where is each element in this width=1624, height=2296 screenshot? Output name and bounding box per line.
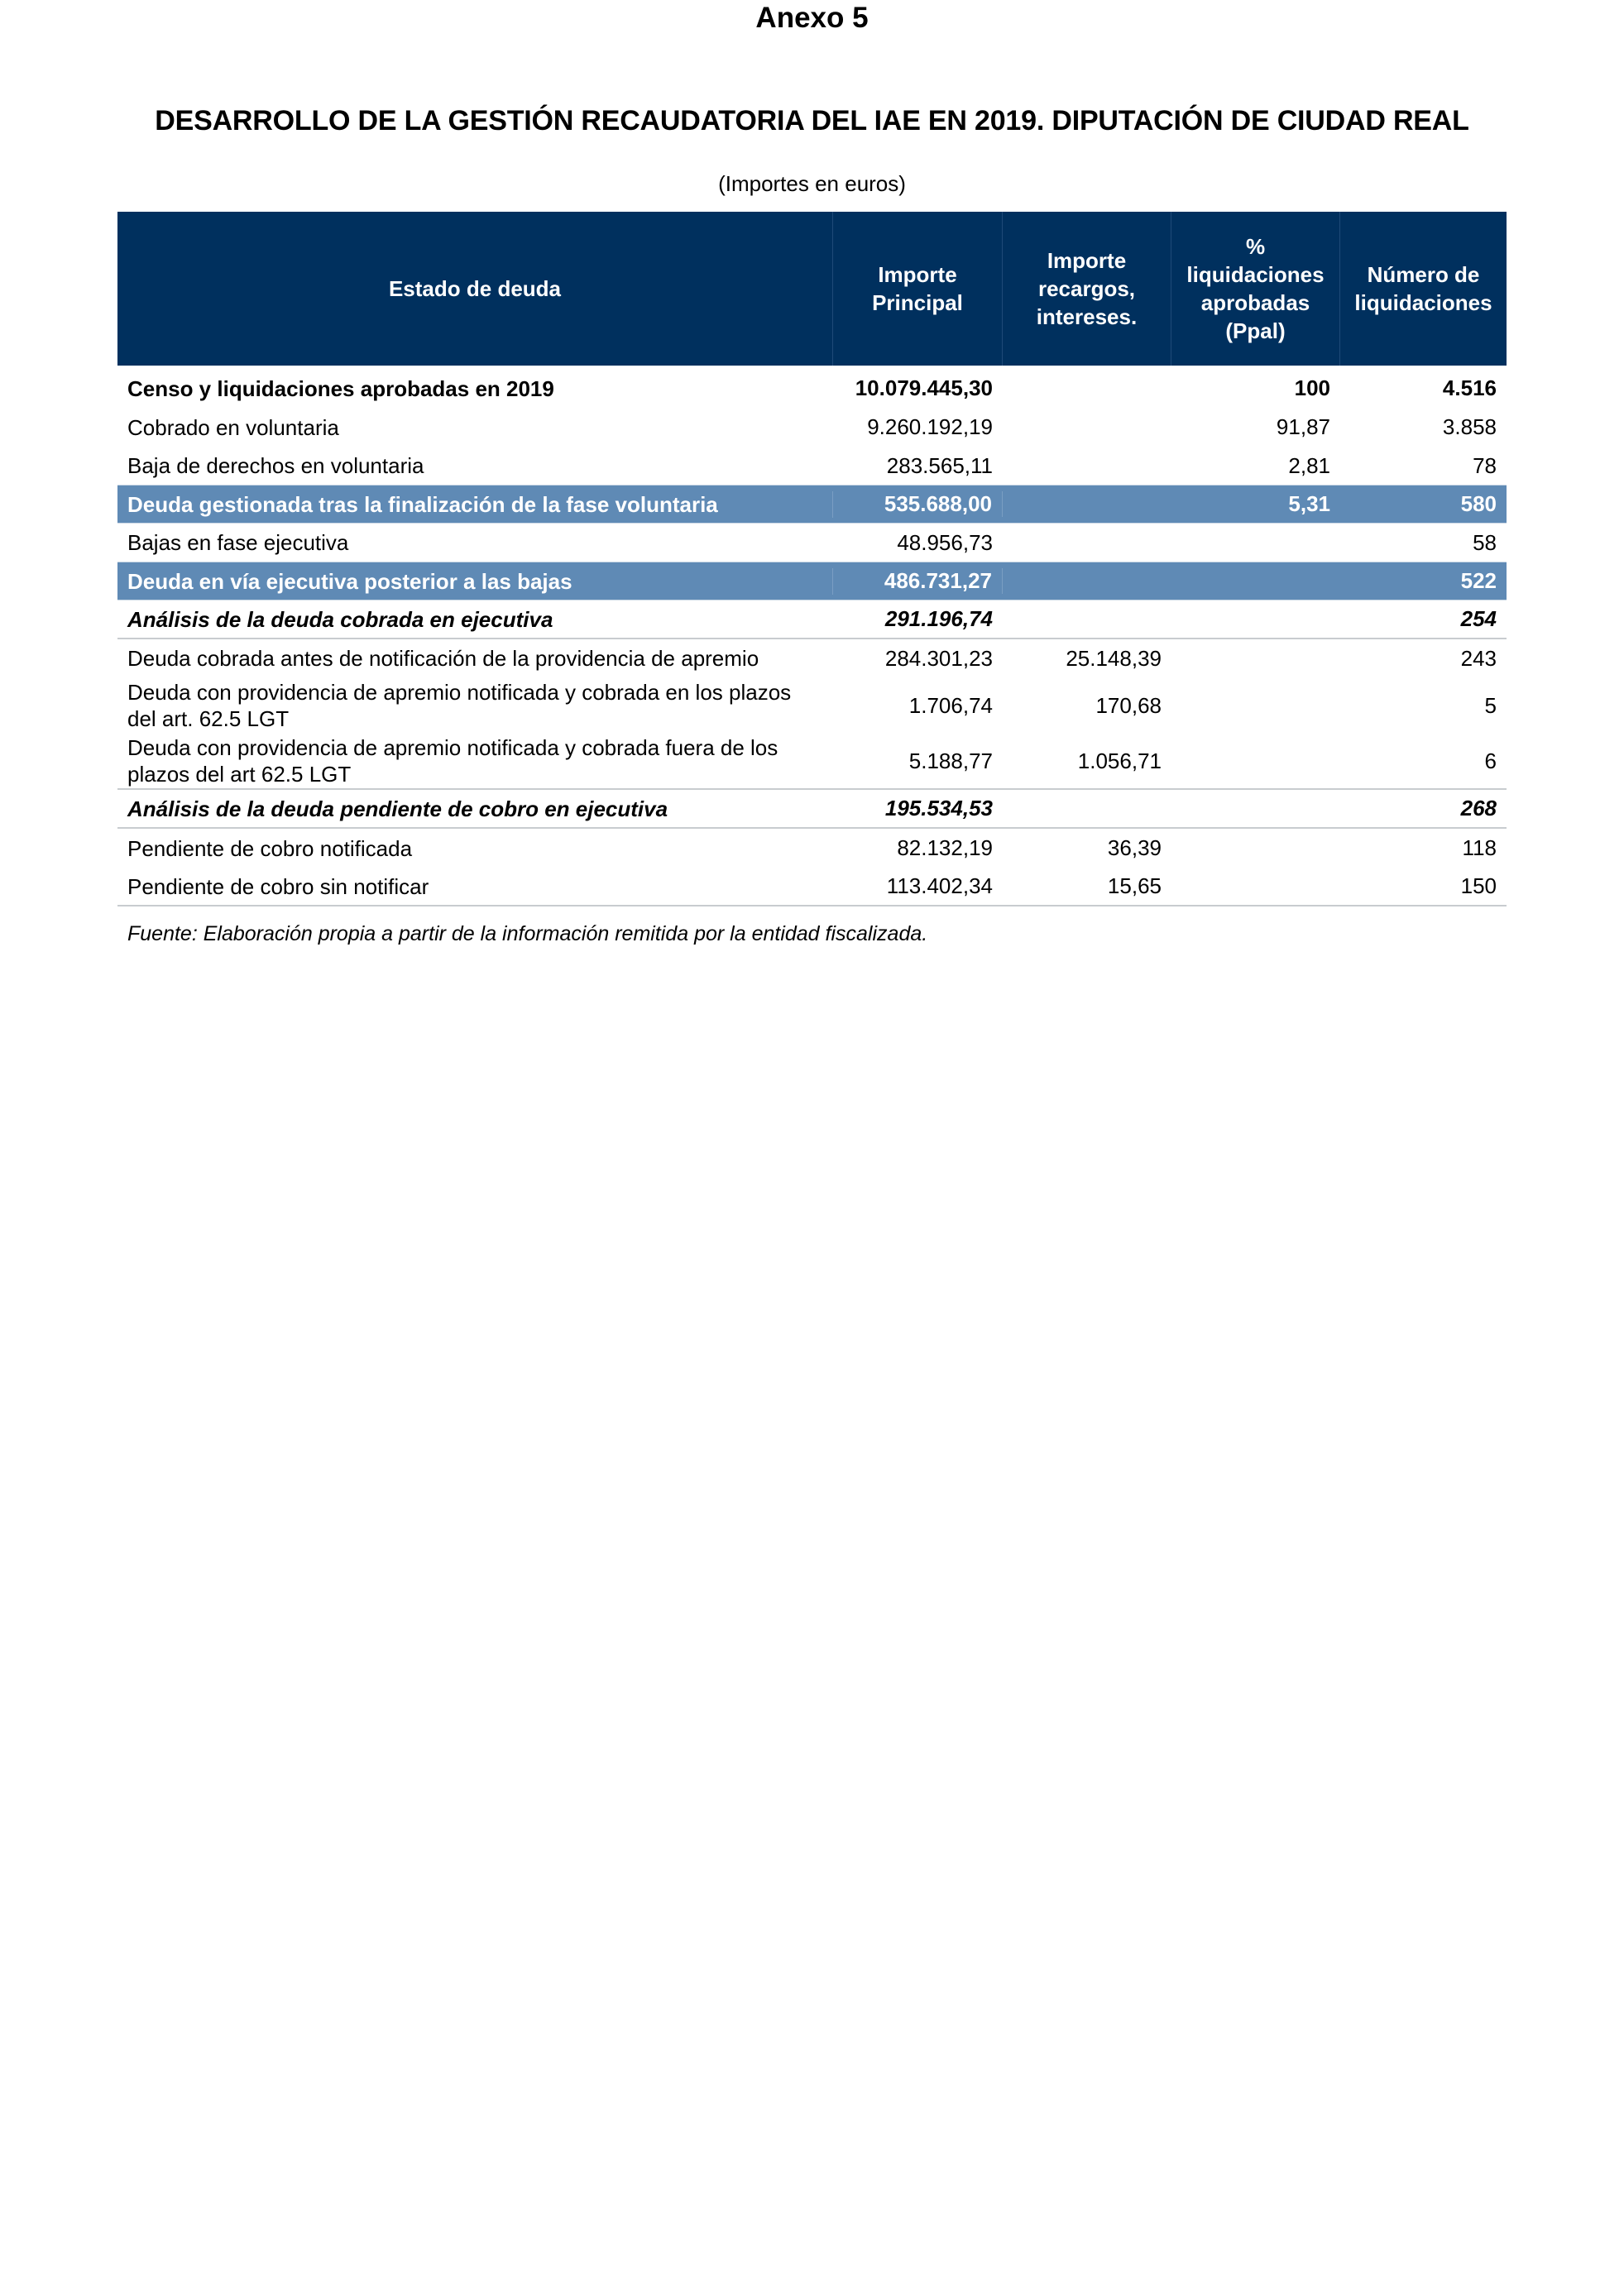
row-principal: 5.188,77 [908,748,993,773]
row-principal: 195.534,53 [884,796,993,820]
row-principal: 10.079.445,30 [855,375,993,400]
row-recargos: 170,68 [1095,692,1162,718]
table-row [117,829,1507,868]
debt-collection-table [117,212,1507,906]
table-row [117,524,1507,562]
row-label: Deuda con providencia de apremio notificada y cobrada en los plazos del art. 62.5 LGT [127,680,792,731]
row-numero: 5 [1484,692,1497,718]
header-importe-recargos: Importe recargos, intereses. [1003,212,1171,366]
table-row-highlight [117,562,1507,600]
table-header [117,212,1507,366]
row-label: Deuda con providencia de apremio notificada y cobrada fuera de los plazos del art 62.5 LGT [127,735,778,787]
header-numero-liquidaciones: Número de liquidaciones [1354,262,1492,315]
row-principal: 1.706,74 [908,692,993,718]
row-label: Análisis de la deuda cobrada en ejecutiva [127,606,553,632]
row-numero: 254 [1460,606,1497,631]
row-label: Deuda gestionada tras la finalización de la fase voluntaria [117,491,833,518]
row-principal: 284.301,23 [884,645,993,671]
row-label: Censo y liquidaciones aprobadas en 2019 [127,375,554,401]
row-pct: 5,31 [1288,491,1330,516]
row-principal: 486.731,27 [833,568,1003,594]
row-label: Pendiente de cobro notificada [127,835,413,861]
row-numero: 118 [1462,835,1497,860]
table-row-section [117,600,1507,639]
table-row [117,868,1507,906]
table-row-section [117,790,1507,829]
row-principal: 291.196,74 [884,606,993,631]
row-numero: 4.516 [1442,375,1497,400]
table-row [117,408,1507,447]
table-row [117,639,1507,677]
row-label: Análisis de la deuda pendiente de cobro en ejecutiva [127,796,668,821]
row-recargos: 25.148,39 [1066,645,1162,671]
row-label: Baja de derechos en voluntaria [127,453,424,478]
row-label: Deuda en vía ejecutiva posterior a las bajas [117,568,833,595]
row-label: Deuda cobrada antes de notificación de la providencia de apremio [127,646,759,671]
table-row [117,447,1507,485]
row-numero: 3.858 [1442,414,1497,439]
table-row [117,369,1507,408]
row-principal: 9.260.192,19 [867,414,993,439]
row-numero: 522 [1460,568,1497,593]
row-label: Pendiente de cobro sin notificar [127,873,429,899]
row-principal: 48.956,73 [897,529,993,555]
table-row [117,734,1507,790]
row-numero: 150 [1460,873,1497,898]
source-note: Fuente: Elaboración propia a partir de la información remitida por la entidad fiscalizada. [127,922,928,945]
header-importe-principal: Importe Principal [833,212,1003,366]
row-principal: 283.565,11 [886,452,993,478]
table-body [117,369,1507,906]
page-title: DESARROLLO DE LA GESTIÓN RECAUDATORIA DEL IAE EN 2019. DIPUTACIÓN DE CIUDAD REAL [155,105,1469,136]
header-pct-liquidaciones: % liquidaciones aprobadas (Ppal) [1171,212,1340,366]
row-numero: 268 [1460,796,1497,820]
row-label: Cobrado en voluntaria [127,414,339,440]
row-recargos: 36,39 [1107,835,1162,860]
row-recargos: 1.056,71 [1077,748,1162,773]
row-principal: 82.132,19 [897,835,993,860]
row-principal: 535.688,00 [833,491,1003,517]
row-pct: 91,87 [1276,414,1330,439]
row-numero: 243 [1460,645,1497,671]
annex-title: Anexo 5 [755,2,869,34]
header-estado-de-deuda: Estado de deuda [117,212,833,366]
row-principal: 113.402,34 [886,873,993,898]
row-numero: 78 [1473,452,1497,478]
row-pct: 100 [1294,375,1330,400]
row-numero: 58 [1473,529,1497,555]
row-label: Bajas en fase ejecutiva [127,530,349,555]
row-recargos: 15,65 [1107,873,1162,898]
table-row [117,677,1507,734]
row-numero: 580 [1460,491,1497,516]
row-pct: 2,81 [1288,452,1330,478]
units-note: (Importes en euros) [718,171,906,196]
row-numero: 6 [1484,748,1497,773]
table-row-highlight [117,485,1507,524]
